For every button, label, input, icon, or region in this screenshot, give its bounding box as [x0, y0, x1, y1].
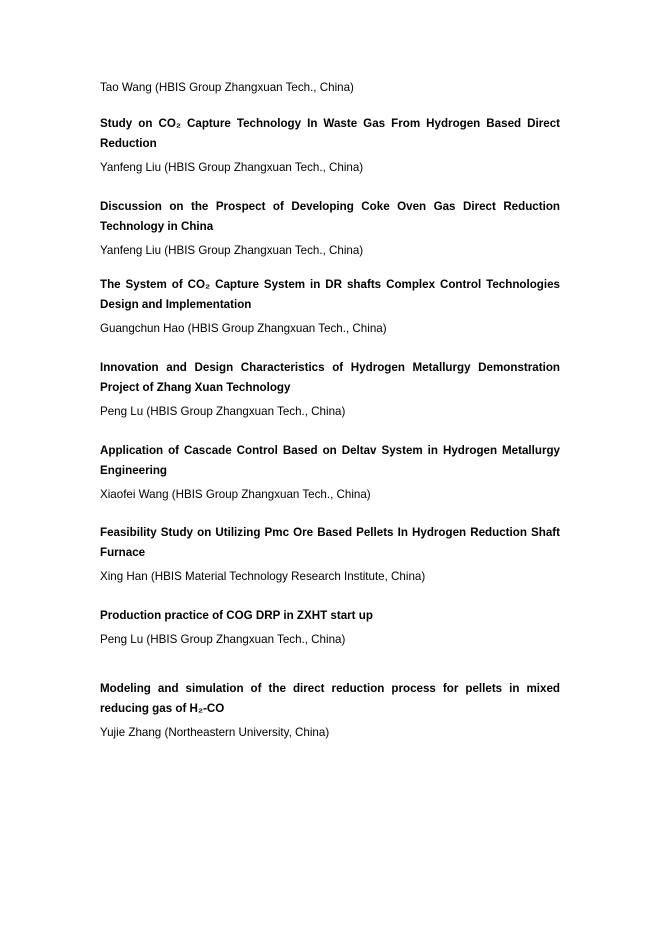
paper-title: Feasibility Study on Utilizing Pmc Ore Based Pellets In Hydrogen Reduction Shaft Furnace [100, 526, 560, 559]
lead-author: Tao Wang (HBIS Group Zhangxuan Tech., China) [100, 81, 354, 94]
paper-author: Xing Han (HBIS Material Technology Research Institute, China) [100, 570, 426, 583]
paper-title: Production practice of COG DRP in ZXHT start up [100, 609, 373, 622]
paper-title: Discussion on the Prospect of Developing Coke Oven Gas Direct Reduction Technology in China [100, 200, 560, 233]
paper-title: The System of CO₂ Capture System in DR shafts Complex Control Technologies Design and Implementation [100, 278, 560, 311]
paper-author: Yanfeng Liu (HBIS Group Zhangxuan Tech., China) [100, 161, 364, 174]
paper-author: Peng Lu (HBIS Group Zhangxuan Tech., China) [100, 405, 346, 418]
paper-entry [100, 197, 560, 259]
paper-entry [100, 523, 560, 585]
paper-author: Peng Lu (HBIS Group Zhangxuan Tech., China) [100, 633, 346, 646]
paper-entry [100, 679, 560, 741]
paper-author: Yujie Zhang (Northeastern University, China) [100, 726, 330, 739]
paper-entry [100, 441, 560, 503]
paper-author: Guangchun Hao (HBIS Group Zhangxuan Tech., China) [100, 322, 387, 335]
paper-title: Innovation and Design Characteristics of Hydrogen Metallurgy Demonstration Project of Zhang Xuan Technology [100, 361, 560, 394]
paper-entry [100, 606, 560, 648]
paper-title: Application of Cascade Control Based on Deltav System in Hydrogen Metallurgy Engineering [100, 444, 560, 477]
paper-title: Modeling and simulation of the direct reduction process for pellets in mixed reducing gas of H₂-CO [100, 682, 560, 715]
paper-author: Yanfeng Liu (HBIS Group Zhangxuan Tech., China) [100, 244, 364, 257]
paper-entry [100, 358, 560, 420]
paper-entry [100, 275, 560, 337]
paper-author: Xiaofei Wang (HBIS Group Zhangxuan Tech., China) [100, 488, 371, 501]
paper-title: Study on CO₂ Capture Technology In Waste Gas From Hydrogen Based Direct Reduction [100, 117, 560, 150]
paper-entry [100, 114, 560, 176]
